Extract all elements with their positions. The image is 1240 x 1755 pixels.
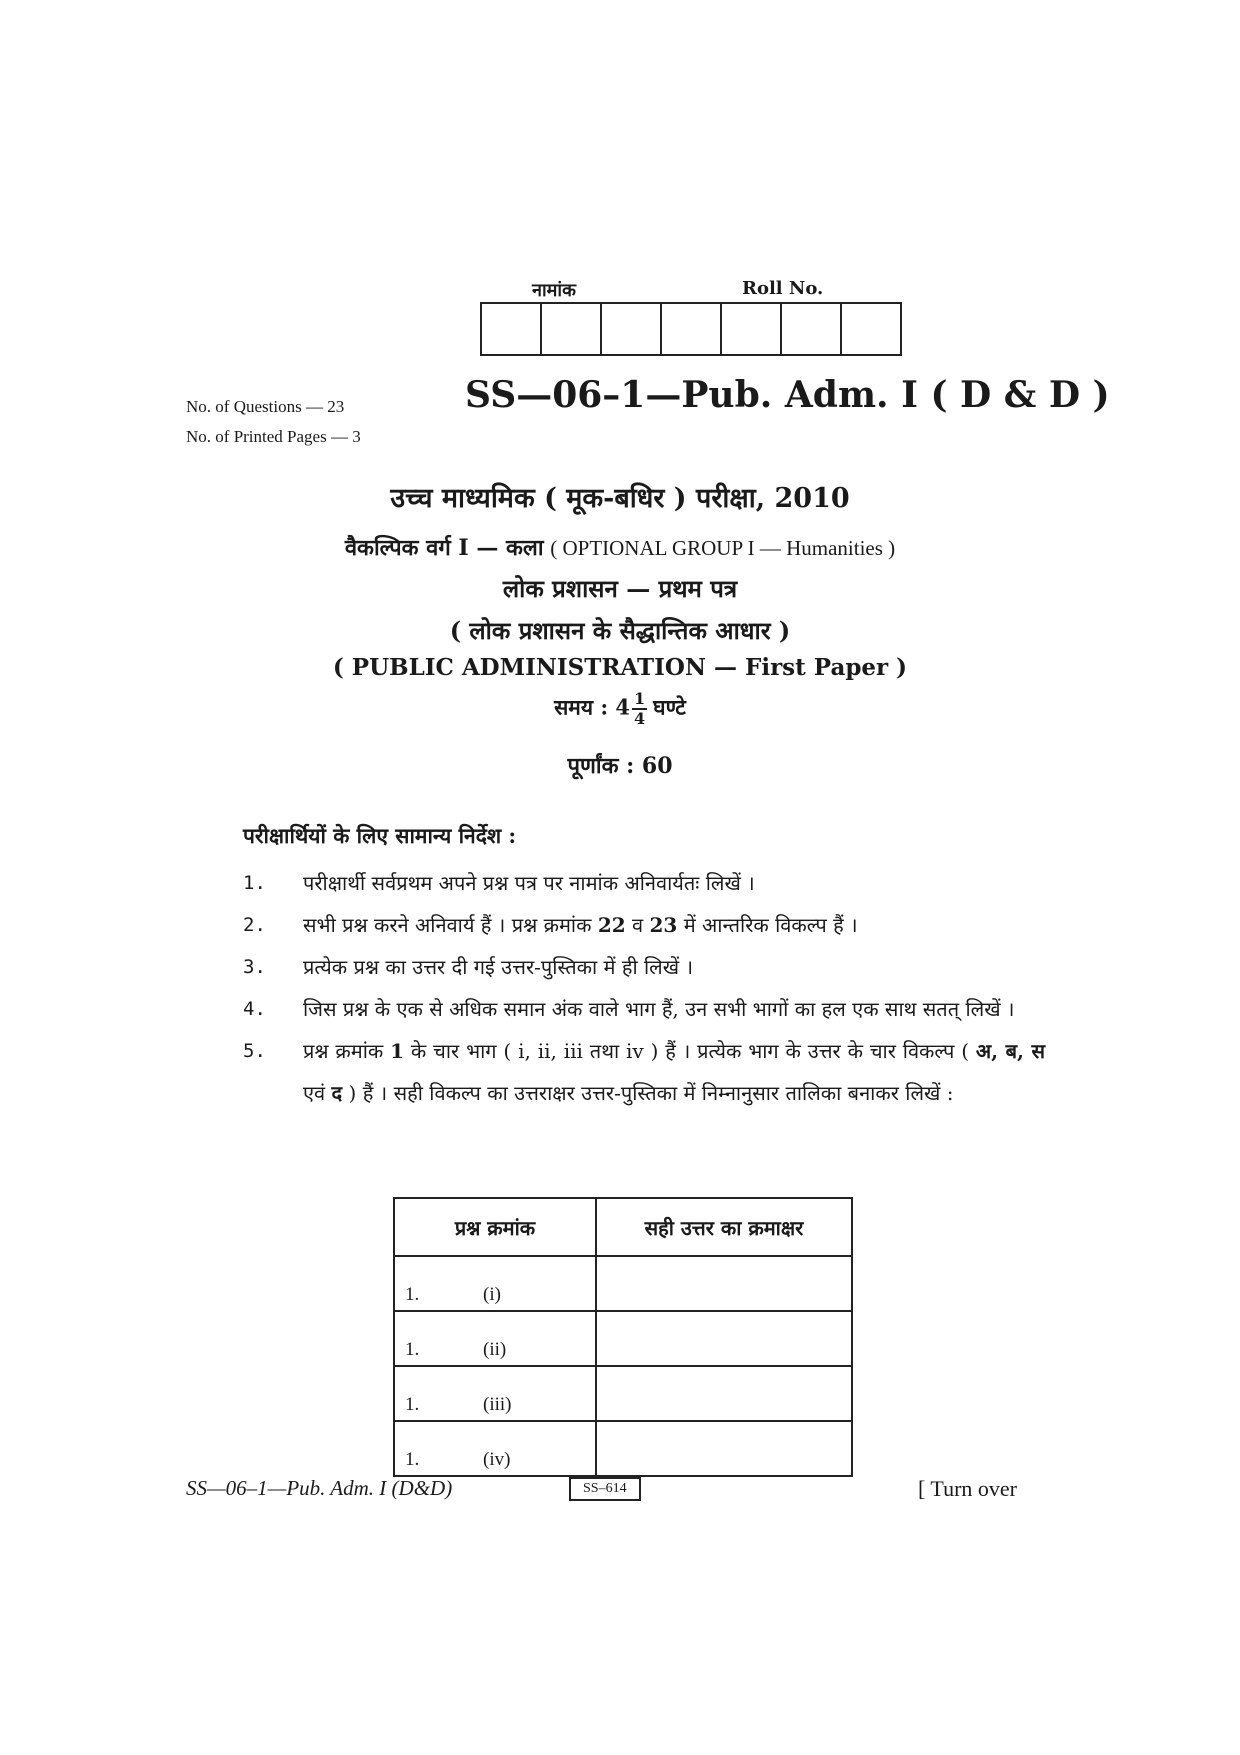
answer-table [393, 1197, 853, 1477]
printed-pages: No. of Printed Pages — 3 [186, 427, 361, 446]
optional-group [0, 532, 1240, 562]
roll-number-boxes [480, 302, 902, 356]
roll-number-labels [480, 278, 900, 304]
instructions-heading: परीक्षार्थियों के लिए सामान्य निर्देश : [243, 823, 517, 848]
roll-box[interactable] [662, 304, 722, 354]
instruction-item [243, 862, 1045, 904]
paper-code: SS—06–1—Pub. Adm. I ( D & D ) [465, 374, 1110, 416]
roll-box[interactable] [482, 304, 542, 354]
time-unit: घण्टे [653, 694, 686, 720]
paper-subtitle-hindi: ( लोक प्रशासन के सैद्धान्तिक आधार ) [449, 616, 791, 645]
header-question-number: प्रश्न क्रमांक [394, 1198, 596, 1256]
time-fraction [632, 690, 647, 728]
time-label: समय : 4 [554, 694, 631, 720]
group-hindi: वैकल्पिक वर्ग I — कला [344, 535, 544, 561]
table-row [394, 1256, 852, 1311]
roll-box[interactable] [782, 304, 842, 354]
table-header-row [394, 1198, 852, 1256]
roll-box[interactable] [842, 304, 900, 354]
exam-title: उच्च माध्यमिक ( मूक-बधिर ) परीक्षा, 2010 [390, 483, 850, 514]
question-cell: 1. (iv) [394, 1421, 596, 1476]
table-row [394, 1421, 852, 1476]
question-count: No. of Questions — 23 [186, 397, 345, 416]
instruction-item [243, 946, 1045, 988]
instruction-text: सभी प्रश्न करने अनिवार्य हैं । प्रश्न क्रमांक 22 व 23 में आन्तरिक विकल्प हैं । [303, 913, 858, 937]
instruction-number: 3. [243, 956, 266, 978]
instruction-number: 1. [243, 872, 266, 894]
roll-box[interactable] [542, 304, 602, 354]
table-row [394, 1311, 852, 1366]
turn-over-note: [ Turn over [918, 1476, 1018, 1501]
instruction-item [243, 988, 1045, 1030]
roll-label-hindi: नामांक [532, 280, 576, 301]
time-numerator: 1 [634, 689, 646, 708]
instruction-number: 4. [243, 998, 266, 1020]
answer-cell[interactable] [596, 1366, 852, 1421]
instructions-list [243, 862, 1045, 1114]
question-cell: 1. (iii) [394, 1366, 596, 1421]
instruction-text: परीक्षार्थी सर्वप्रथम अपने प्रश्न पत्र पर नामांक अनिवार्यतः लिखें । [303, 871, 755, 895]
table-row [394, 1366, 852, 1421]
answer-cell[interactable] [596, 1311, 852, 1366]
instruction-text: प्रत्येक प्रश्न का उत्तर दी गई उत्तर-पुस्तिका में ही लिखें । [303, 955, 694, 979]
question-cell: 1. (i) [394, 1256, 596, 1311]
group-english: ( OPTIONAL GROUP I — Humanities ) [550, 536, 896, 560]
question-cell: 1. (ii) [394, 1311, 596, 1366]
exam-time [0, 690, 1240, 728]
roll-box[interactable] [602, 304, 662, 354]
footer-series-code: SS–614 [569, 1477, 641, 1501]
instruction-number: 5. [243, 1040, 266, 1062]
answer-cell[interactable] [596, 1256, 852, 1311]
roll-box[interactable] [722, 304, 782, 354]
instruction-text: जिस प्रश्न के एक से अधिक समान अंक वाले भाग हैं, उन सभी भागों का हल एक साथ सतत् लिखें । [303, 997, 1015, 1021]
footer-paper-code: SS—06–1—Pub. Adm. I (D&D) [186, 1476, 453, 1500]
header-answer-letter: सही उत्तर का क्रमाक्षर [596, 1198, 852, 1256]
instruction-item [243, 904, 1045, 946]
roll-label-english: Roll No. [742, 278, 824, 299]
instruction-text: प्रश्न क्रमांक 1 के चार भाग ( i, ii, iii तथा iv ) हैं । प्रत्येक भाग के उत्तर के चार विकल्प ( अ, ब, स एवं द ) हैं । सही विकल्प का उत्तराक्षर उत्तर-पुस्तिका में निम्नानुसार तालिका बनाकर लिखें : [303, 1039, 1045, 1105]
paper-title-english: ( PUBLIC ADMINISTRATION — First Paper ) [332, 654, 908, 681]
time-denominator: 4 [634, 709, 646, 728]
instruction-number: 2. [243, 914, 266, 936]
paper-meta [186, 392, 361, 452]
paper-title-hindi: लोक प्रशासन — प्रथम पत्र [502, 574, 738, 603]
answer-cell[interactable] [596, 1421, 852, 1476]
instruction-item [243, 1030, 1045, 1114]
max-marks: पूर्णांक : 60 [567, 753, 673, 779]
